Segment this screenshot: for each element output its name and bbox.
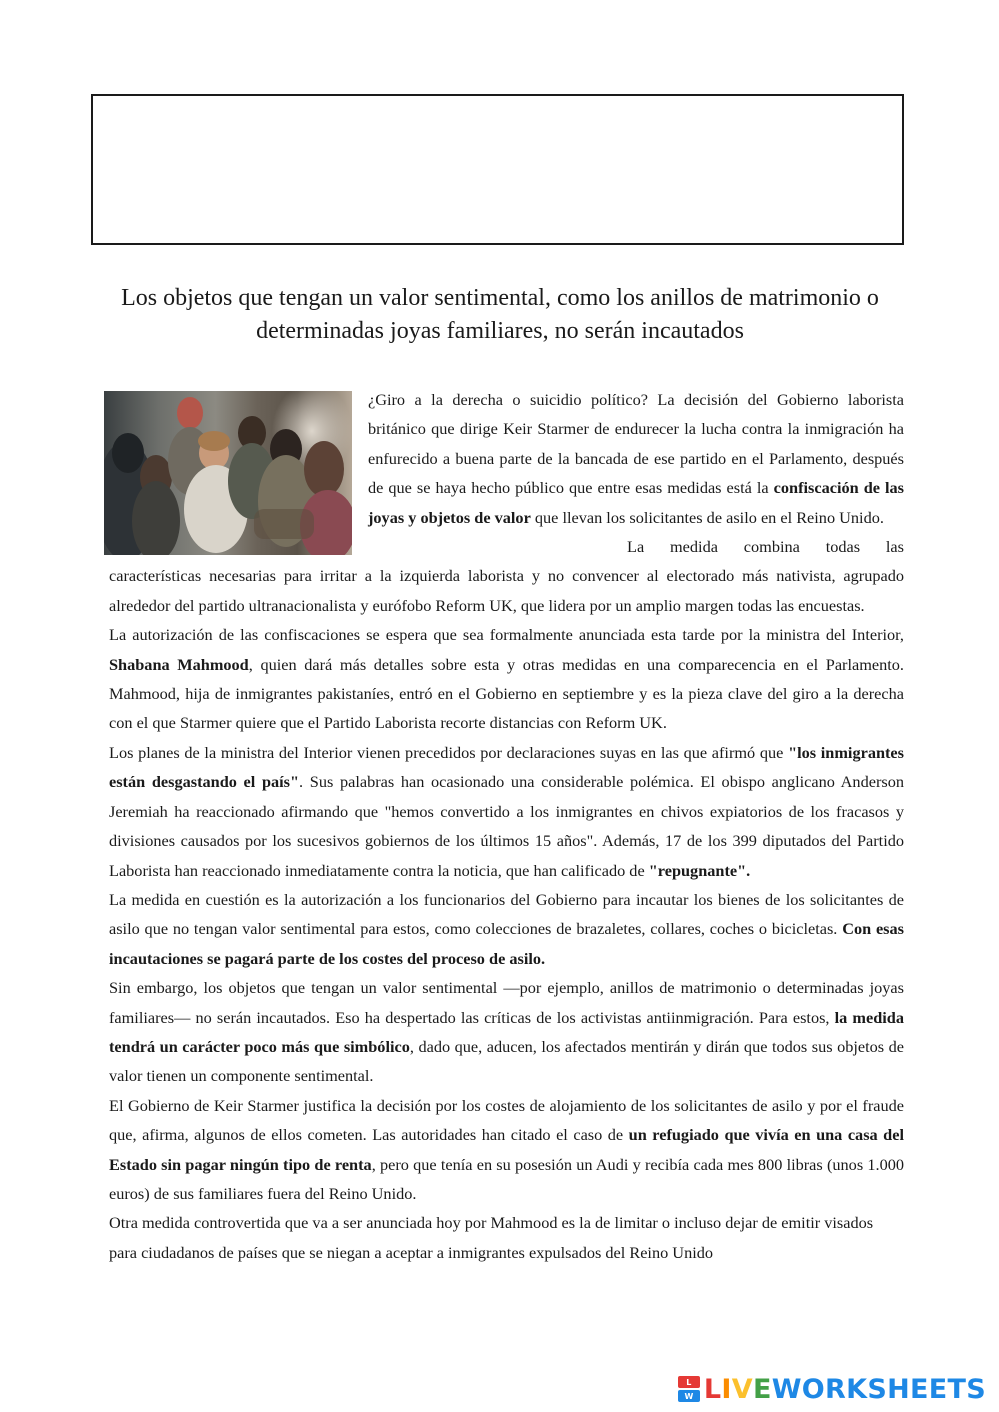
liveworksheets-logo: [678, 1372, 986, 1406]
paragraph-1: ¿Giro a la derecha o suicidio político? La decisión del Gobierno laborista británico que dirige Keir Starmer de endurecer la lucha contra la inmigración ha enfurecido a buena parte de la bancada de ese partido en el Parlamento, después de que se haya hecho público que entre esas medidas está la confiscación de las joyas y objetos de valor que llevan los solicitantes de asilo en el Reino Unido.: [368, 390, 904, 527]
paragraph-3: La autorización de las confiscaciones se espera que sea formalmente anunciada esta tarde por la ministra del Interior, Shabana Mahmood, quien dará más detalles sobre esta y otras medidas en una comparecencia en el Parlamento. Mahmood, hija de inmigrantes pakistaníes, entró en el Gobierno en septiembre y es la pieza clave del giro a la derecha con el que Starmer quiere que el Partido Laborista recorte distancias con Reform UK.: [109, 625, 904, 733]
paragraph-7: El Gobierno de Keir Starmer justifica la decisión por los costes de alojamiento de los solicitantes de asilo y por el fraude que, afirma, algunos de ellos cometen. Las autoridades han citado el caso de un refugiado que vivía en una casa del Estado sin pagar ningún tipo de renta, pero que tenía en su posesión un Audi y recibía cada mes 800 libras (unos 1.000 euros) de sus familiares fuera del Reino Unido.: [109, 1095, 905, 1203]
liveworksheets-wordmark: LIVEWORKSHEETS: [703, 1373, 986, 1405]
paragraph-2: La medida combina todas las características necesarias para irritar a la izquierda laborista y no convencer al electorado más nativista, agrupado alrededor del partido ultranacionalista y eurófobo Reform UK, que lidera por un amplio margen todas las encuestas.: [109, 537, 904, 615]
paragraph-4: Los planes de la ministra del Interior vienen precedidos por declaraciones suyas en las que afirmó que "los inmigrantes están desgastando el país". Sus palabras han ocasionado una considerable polémica. El obispo anglicano Anderson Jeremiah ha reaccionado afirmando que "hemos convertido a los inmigrantes en chivos expiatorios de los fracasos y divisiones causados por los sucesivos gobiernos de los últimos 15 años". Además, 17 de los 399 diputados del Partido Laborista han reaccionado inmediatamente contra la noticia, que han calificado de "repugnante".: [109, 742, 904, 880]
paragraph-5: La medida en cuestión es la autorización a los funcionarios del Gobierno para incautar los bienes de los solicitantes de asilo que no tengan valor sentimental para estos, como colecciones de brazaletes, collares, coches o bicicletas. Con esas incautaciones se pagará parte de los costes del proceso de asilo.: [109, 889, 904, 968]
logo-letter-l: L: [678, 1376, 700, 1388]
logo-letter-w: W: [678, 1390, 700, 1402]
paragraph-6: Sin embargo, los objetos que tengan un valor sentimental —por ejemplo, anillos de matrimonio o determinadas joyas familiares— no serán incautados. Eso ha despertado las críticas de los activistas antiinmigración. Para estos, la medida tendrá un carácter poco más que simbólico, dado que, aducen, los afectados mentirán y dirán que todos sus objetos de valor tienen un componente sentimental.: [109, 978, 904, 1086]
liveworksheets-icon: [678, 1376, 700, 1402]
paragraph-8: Otra medida controvertida que va a ser anunciada hoy por Mahmood es la de limitar o incluso dejar de emitir visados para ciudadanos de países que se niegan a aceptar a inmigrantes expulsados del Reino Unido: [109, 1213, 874, 1262]
title-answer-box[interactable]: [91, 94, 904, 245]
article-body: [109, 385, 904, 1267]
article-subtitle: Los objetos que tengan un valor sentimental, como los anillos de matrimonio o determinadas joyas familiares, no serán incautados: [121, 285, 879, 344]
